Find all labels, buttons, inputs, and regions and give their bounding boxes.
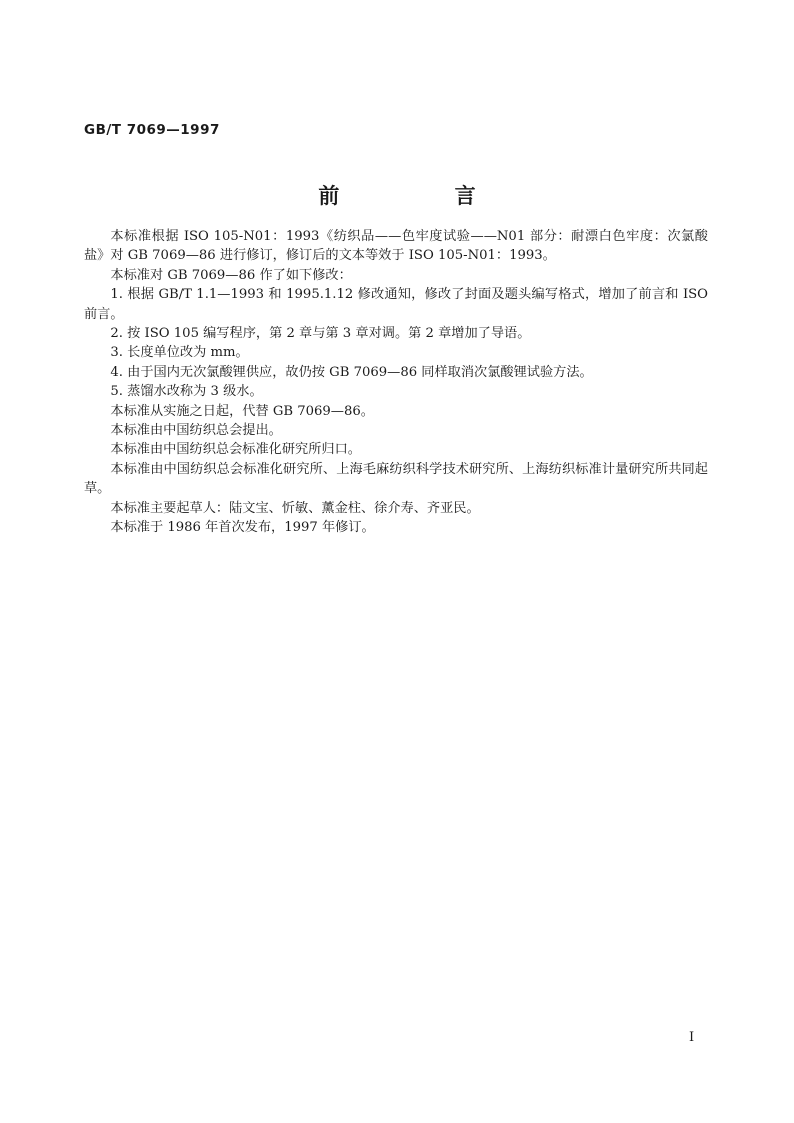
paragraph-modification-3: 3. 长度单位改为 mm。	[110, 345, 249, 361]
foreword-body	[84, 227, 708, 538]
paragraph-modification-1: 1. 根据 GB/T 1.1—1993 和 1995.1.12 修改通知，修改了封面及题头编写格式，增加了前言和 ISO 前言。	[84, 287, 708, 322]
standard-number-header: GB/T 7069—1997	[84, 122, 220, 138]
paragraph-modification-2: 2. 按 ISO 105 编写程序，第 2 章与第 3 章对调。第 2 章增加了导语。	[110, 326, 531, 342]
paragraph-modification-5: 5. 蒸馏水改称为 3 级水。	[110, 384, 263, 400]
paragraph-history: 本标准于 1986 年首次发布，1997 年修订。	[110, 520, 375, 536]
paragraph-drafted-by-units: 本标准由中国纺织总会标准化研究所、上海毛麻纺织科学技术研究所、上海纺织标准计量研究所共同起草。	[84, 461, 708, 497]
paragraph-basis: 本标准根据 ISO 105-N01：1993《纺织品——色牢度试验——N01 部分：耐漂白色牢度：次氯酸盐》对 GB 7069—86 进行修订，修订后的文本等效于 ISO 105-N01：1993。	[84, 229, 708, 264]
paragraph-proposed-by: 本标准由中国纺织总会提出。	[110, 423, 282, 439]
paragraph-centralized-by: 本标准由中国纺织总会标准化研究所归口。	[110, 442, 361, 458]
paragraph-replacement: 本标准从实施之日起，代替 GB 7069—86。	[110, 403, 374, 419]
page-number: I	[689, 1030, 695, 1045]
paragraph-drafters: 本标准主要起草人：陆文宝、忻敏、薰金柱、徐介寿、齐亚民。	[110, 500, 480, 516]
paragraph-modifications-intro: 本标准对 GB 7069—86 作了如下修改：	[110, 267, 352, 283]
page-title: 前 言	[318, 184, 530, 208]
paragraph-modification-4: 4. 由于国内无次氯酸锂供应，故仍按 GB 7069—86 同样取消次氯酸锂试验方法。	[110, 364, 593, 380]
